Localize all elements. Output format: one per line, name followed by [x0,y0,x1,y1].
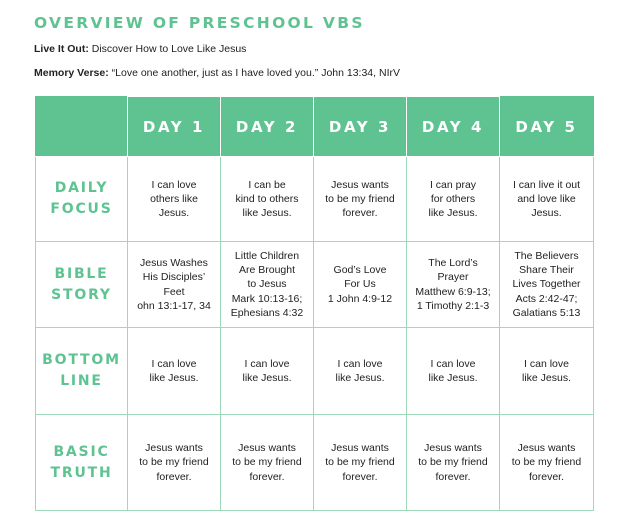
live-it-out-text: Discover How to Love Like Jesus [91,43,247,55]
table-cell: Little Children Are Brought to Jesus Mark 10:13-16; Ephesians 4:32 [221,242,314,328]
table-cell: Jesus wants to be my friend forever. [128,415,221,511]
table-cell: I can love like Jesus. [314,328,407,415]
table-row-basic-truth [36,415,594,511]
table-cell: I can love like Jesus. [128,328,221,415]
table-cell: The Lord’s Prayer Matthew 6:9-13; 1 Timothy 2:1-3 [407,242,500,328]
column-header-day-1: DAY 1 [128,97,221,157]
row-header-bottom-line: BOTTOM LINE [36,328,128,415]
table-header-row [36,97,594,157]
table-cell: I can love like Jesus. [407,328,500,415]
memory-verse-text: “Love one another, just as I have loved you.” John 13:34, NIrV [111,67,400,79]
table-row-bottom-line [36,328,594,415]
table-cell: Jesus wants to be my friend forever. [314,157,407,242]
column-header-day-5: DAY 5 [500,97,594,157]
page-title: OVERVIEW OF PRESCHOOL VBS [34,14,365,32]
table-cell: I can love like Jesus. [221,328,314,415]
table-cell: I can love others like Jesus. [128,157,221,242]
table-cell: Jesus wants to be my friend forever. [314,415,407,511]
row-header-bible-story: BIBLE STORY [36,242,128,328]
table-cell: I can be kind to others like Jesus. [221,157,314,242]
column-header-day-2: DAY 2 [221,97,314,157]
table-cell: I can love like Jesus. [500,328,594,415]
memory-verse-line [34,67,400,79]
memory-verse-label: Memory Verse: [34,67,109,79]
table-cell: Jesus wants to be my friend forever. [407,415,500,511]
table-cell: I can live it out and love like Jesus. [500,157,594,242]
live-it-out-line [34,43,246,55]
table-cell: Jesus wants to be my friend forever. [500,415,594,511]
table-cell: God’s Love For Us 1 John 4:9-12 [314,242,407,328]
row-header-basic-truth: BASIC TRUTH [36,415,128,511]
table-cell: Jesus Washes His Disciples’ Feet ohn 13:1-17, 34 [128,242,221,328]
table-row-bible-story [36,242,594,328]
column-header-day-4: DAY 4 [407,97,500,157]
table-cell: I can pray for others like Jesus. [407,157,500,242]
header-corner-cell [36,97,128,157]
table-cell: The Believers Share Their Lives Together Acts 2:42-47; Galatians 5:13 [500,242,594,328]
overview-table [35,96,594,511]
live-it-out-label: Live It Out: [34,43,89,55]
table-cell: Jesus wants to be my friend forever. [221,415,314,511]
column-header-day-3: DAY 3 [314,97,407,157]
table-row-daily-focus [36,157,594,242]
row-header-daily-focus: DAILY FOCUS [36,157,128,242]
